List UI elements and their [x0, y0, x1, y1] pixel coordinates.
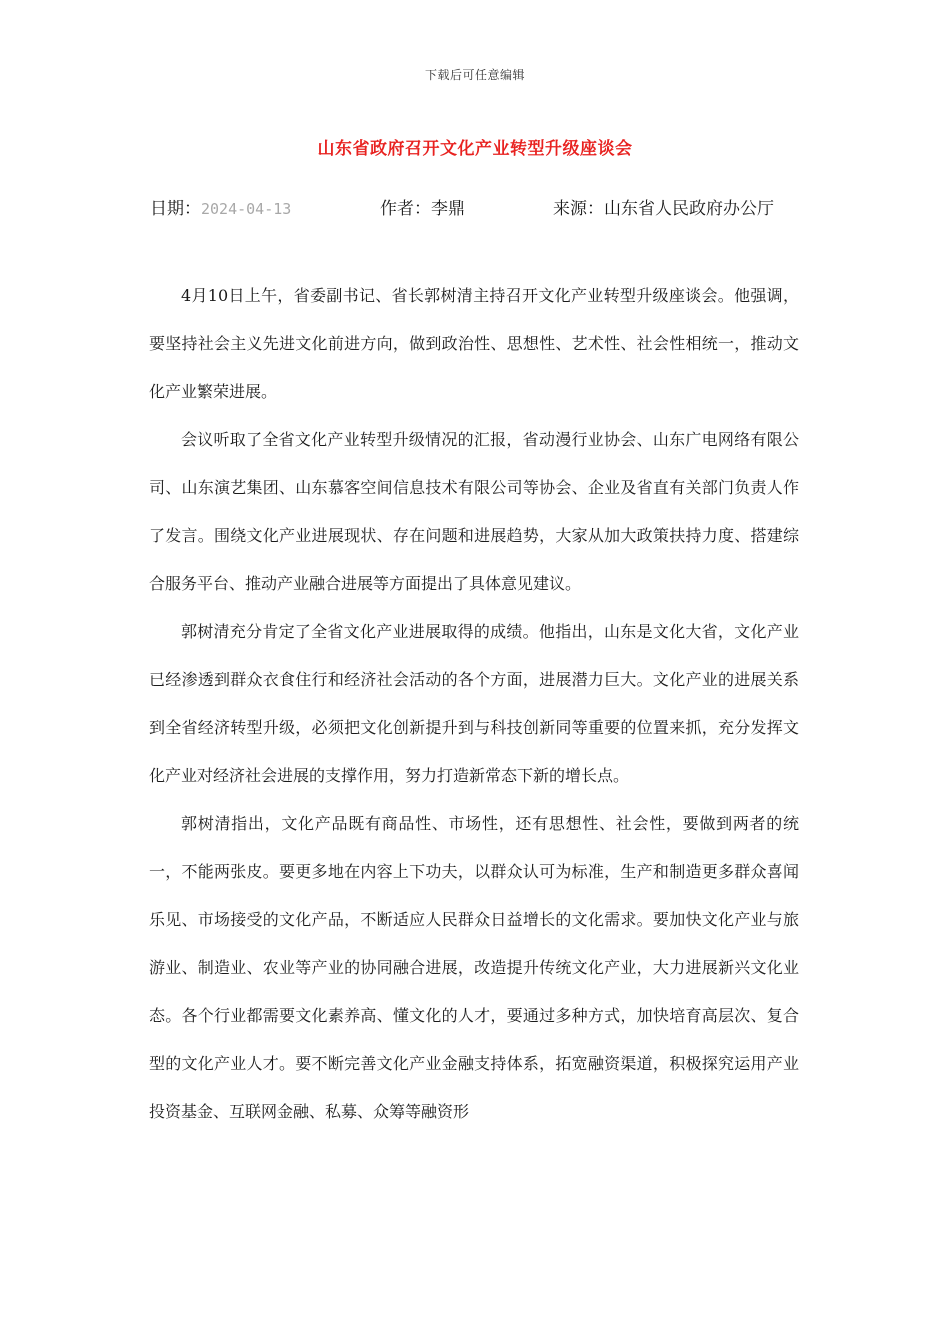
- meta-date-value: 2024-04-13: [201, 200, 292, 218]
- body-paragraph: 郭树清充分肯定了全省文化产业进展取得的成绩。他指出，山东是文化大省，文化产业已经渗透到群众衣食住行和经济社会活动的各个方面，进展潜力巨大。文化产业的进展关系到全省经济转型升级，必须把文化创新提升到与科技创新同等重要的位置来抓，充分发挥文化产业对经济社会进展的支撑作用，努力打造新常态下新的增长点。: [149, 622, 799, 785]
- meta-author: [380, 196, 465, 222]
- article-body: [149, 272, 799, 1136]
- meta-author-label: 作者：: [380, 199, 431, 219]
- body-paragraph: 会议听取了全省文化产业转型升级情况的汇报，省动漫行业协会、山东广电网络有限公司、山东演艺集团、山东慕客空间信息技术有限公司等协会、企业及省直有关部门负责人作了发言。围绕文化产业进展现状、存在问题和进展趋势，大家从加大政策扶持力度、搭建综合服务平台、推动产业融合进展等方面提出了具体意见建议。: [149, 430, 799, 593]
- body-paragraph: 4月10日上午，省委副书记、省长郭树清主持召开文化产业转型升级座谈会。他强调，要坚持社会主义先进文化前进方向，做到政治性、思想性、艺术性、社会性相统一，推动文化产业繁荣进展。: [149, 286, 799, 401]
- meta-source: [553, 196, 774, 222]
- meta-source-label: 来源：: [553, 199, 604, 219]
- article-meta: [150, 196, 810, 222]
- document-title: 山东省政府召开文化产业转型升级座谈会: [317, 139, 633, 159]
- meta-date-label: 日期：: [150, 199, 201, 219]
- header-note: 下载后可任意编辑: [424, 68, 525, 82]
- body-paragraph: 郭树清指出，文化产品既有商品性、市场性，还有思想性、社会性，要做到两者的统一，不能两张皮。要更多地在内容上下功夫，以群众认可为标准，生产和制造更多群众喜闻乐见、市场接受的文化产品，不断适应人民群众日益增长的文化需求。要加快文化产业与旅游业、制造业、农业等产业的协同融合进展，改造提升传统文化产业，大力进展新兴文化业态。各个行业都需要文化素养高、懂文化的人才，要通过多种方式，加快培育高层次、复合型的文化产业人才。要不断完善文化产业金融支持体系，拓宽融资渠道，积极探究运用产业投资基金、互联网金融、私募、众筹等融资形: [149, 814, 799, 1121]
- meta-source-value: 山东省人民政府办公厅: [604, 199, 774, 219]
- meta-date: [150, 196, 291, 222]
- meta-author-value: 李鼎: [431, 199, 465, 219]
